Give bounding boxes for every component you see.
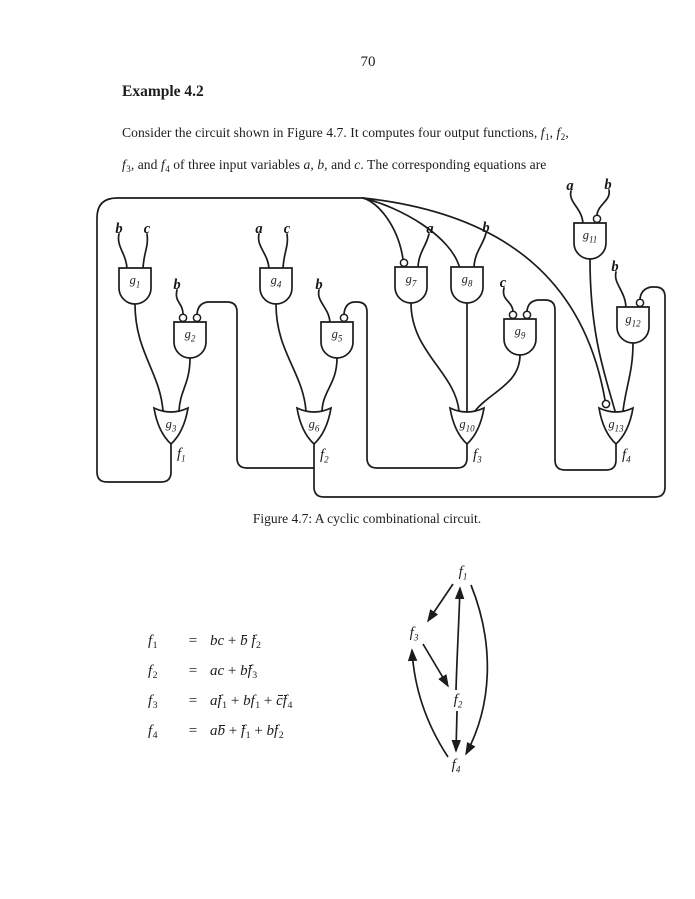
graph-node-f1: $f_1$ [458,564,468,582]
math-token: , [310,156,318,172]
graph-edges [409,584,487,757]
math-token: b [217,723,225,739]
wire-b-g5 [319,290,330,324]
wire-g5-g6 [322,358,337,411]
equation-rhs [210,723,284,741]
math-token: 3 [126,163,131,174]
equation-rhs [210,693,292,711]
math-token: f [148,693,153,709]
wire-g12-g13 [623,343,633,411]
math-token: 1 [255,700,261,712]
wire-g1-g3 [135,304,163,411]
wire-b-g11 [597,190,609,215]
math-token: of three input variables [169,156,304,172]
math-token: + [250,723,267,739]
math-token: 2 [152,670,158,682]
graph-node-f3: $f_3$ [409,625,419,643]
math-token: f [274,723,279,739]
math-token: f [540,125,545,140]
math-token: c [354,156,361,172]
equation-relation: = [188,723,198,739]
input-label-a-g11: a [566,178,574,194]
equation-rhs [210,663,257,681]
math-token: 4 [165,163,170,174]
equation-row-f3 [148,693,292,723]
math-token: , [565,125,569,140]
math-token: ac [210,663,225,679]
math-token: bc [210,633,225,649]
input-label-c-g4: c [283,221,291,237]
math-token: f [148,663,153,679]
gate-label-g12: $g_{12}$ [625,312,641,329]
wire-c-g1 [143,234,147,270]
graph-edge-f2-f1 [456,588,460,690]
gate-label-g9: $g_9$ [514,324,526,341]
math-token: f [250,693,255,709]
gate-label-g10: $g_{10}$ [459,417,475,434]
equation-row-f2 [148,663,292,693]
wire-a-g7 [418,234,429,269]
math-token: a [303,156,311,172]
equation-rhs [210,633,261,651]
gate-label-g13: $g_{13}$ [608,417,624,434]
example-heading: Example 4.2 [122,83,204,100]
output-label-f2: $f_2$ [320,447,329,465]
math-token: 3 [152,700,158,712]
wire-f3-feedback-g5 [344,302,467,468]
gate-label-g8: $g_8$ [461,272,473,289]
math-token: a [210,693,218,709]
inversion-bubble-g2-left [179,314,186,321]
graph-edge-f2-f4 [456,711,457,751]
math-token: 2 [560,131,566,142]
inversion-bubble-g9-right [523,311,530,318]
input-label-b-g5: b [315,277,323,293]
math-token: + [260,693,277,709]
gate-label-g7: $g_7$ [405,272,417,289]
inversion-bubble-g13 [602,400,609,407]
wire-g7-g10 [411,303,459,411]
equation-row-f1 [148,633,292,663]
gate-label-g11: $g_{11}$ [582,228,598,245]
wire-a-g11 [571,191,583,225]
math-token: 2 [256,640,261,652]
output-label-f3: $f_3$ [473,447,482,465]
gate-label-g1: $g_1$ [129,273,141,290]
equation-relation: = [188,663,198,679]
math-token: 1 [222,700,228,712]
math-token: f [148,723,153,739]
math-token: + [224,663,241,679]
input-label-b-g1: b [115,221,123,237]
equations-block [148,633,292,753]
graph-edge-f4-f3 [412,650,448,757]
equation-lhs [148,633,176,651]
math-token: + [225,723,241,739]
inversion-bubble-g5 [340,314,347,321]
inversion-bubble-g7 [400,259,407,266]
graph-edge-f1-f4 [466,585,487,754]
wire-b-g8 [474,233,486,269]
math-token: c [276,693,283,709]
math-token: . The corresponding equations are [360,156,547,172]
math-token: b [240,633,248,649]
wire-a-g4 [259,234,269,270]
inversion-bubble-g2-right [193,314,200,321]
math-token: f [160,156,165,172]
math-token: 4 [152,730,158,742]
math-token: , [549,125,557,140]
circuit-figure [0,170,695,515]
wire-g2-g3 [179,358,190,411]
wire-g4-g6 [276,304,306,411]
math-token: f [282,693,287,709]
graph-edge-f3-f2 [423,644,448,686]
math-token: f [217,693,222,709]
math-token: 1 [545,131,550,142]
wire-f1-g8 [363,198,460,269]
input-label-c-g9: c [499,275,507,291]
wire-f1-g7 [363,198,403,259]
math-token: 4 [287,700,293,712]
page-number: 70 [360,54,376,70]
math-token: f [247,663,252,679]
math-token: b [317,156,325,172]
math-token: f [251,633,256,649]
paragraph-line-1 [122,119,622,151]
math-token: 3 [252,670,258,682]
math-token: , and [324,156,355,172]
output-label-f1: $f_1$ [177,446,186,464]
wire-b-g1 [118,234,127,270]
gate-label-g3: $g_3$ [165,417,177,434]
math-token: f [556,125,561,140]
gate-label-g6: $g_6$ [308,417,320,434]
input-label-c-g1: c [143,221,151,237]
graph-node-f4: $f_4$ [451,757,461,775]
output-label-f4: $f_4$ [622,447,631,465]
input-label-a-g7: a [426,221,434,237]
circuit-gates [119,223,649,444]
wire-b-g12 [616,272,626,309]
equation-lhs [148,723,176,741]
math-token: , and [130,156,161,172]
figure-caption: Figure 4.7: A cyclic combinational circuit. [252,511,482,526]
equation-relation: = [188,633,198,649]
graph-edge-f1-f3 [428,584,453,621]
wire-c-g9 [503,288,513,311]
inversion-bubble-g11 [593,215,600,222]
gate-label-g4: $g_4$ [270,273,282,290]
inversion-bubble-g9-left [509,311,516,318]
math-token: + [224,633,241,649]
equation-lhs [148,693,176,711]
equation-relation: = [188,693,198,709]
input-label-b-g2: b [173,277,181,293]
wire-b-g2 [176,290,183,314]
equation-lhs [148,663,176,681]
math-token: b [240,663,248,679]
gate-label-g2: $g_2$ [184,327,196,344]
wire-f2-feedback-g2 [197,302,314,468]
input-label-b-g8: b [482,220,490,236]
math-token: f [148,633,153,649]
dependency-graph [370,550,570,795]
math-token: b [243,693,251,709]
math-token: a [210,723,218,739]
graph-node-f2: $f_2$ [453,692,463,710]
equation-row-f4 [148,723,292,753]
input-label-b-g11: b [604,177,612,193]
input-label-b-g12: b [611,259,619,275]
math-token: f [122,156,126,172]
inversion-bubble-g12 [636,299,643,306]
gate-label-g5: $g_5$ [331,327,343,344]
math-token: + [227,693,244,709]
math-token: Consider the circuit shown in Figure 4.7. It computes four output functions, [122,125,541,140]
math-token: 1 [152,640,158,652]
input-label-a-g4: a [255,221,263,237]
wire-g9-g10 [475,355,520,411]
math-token: 2 [278,730,284,742]
math-token: f [240,723,246,739]
wire-c-g4 [283,234,287,270]
math-token: 1 [245,730,251,742]
math-token: b [266,723,275,739]
